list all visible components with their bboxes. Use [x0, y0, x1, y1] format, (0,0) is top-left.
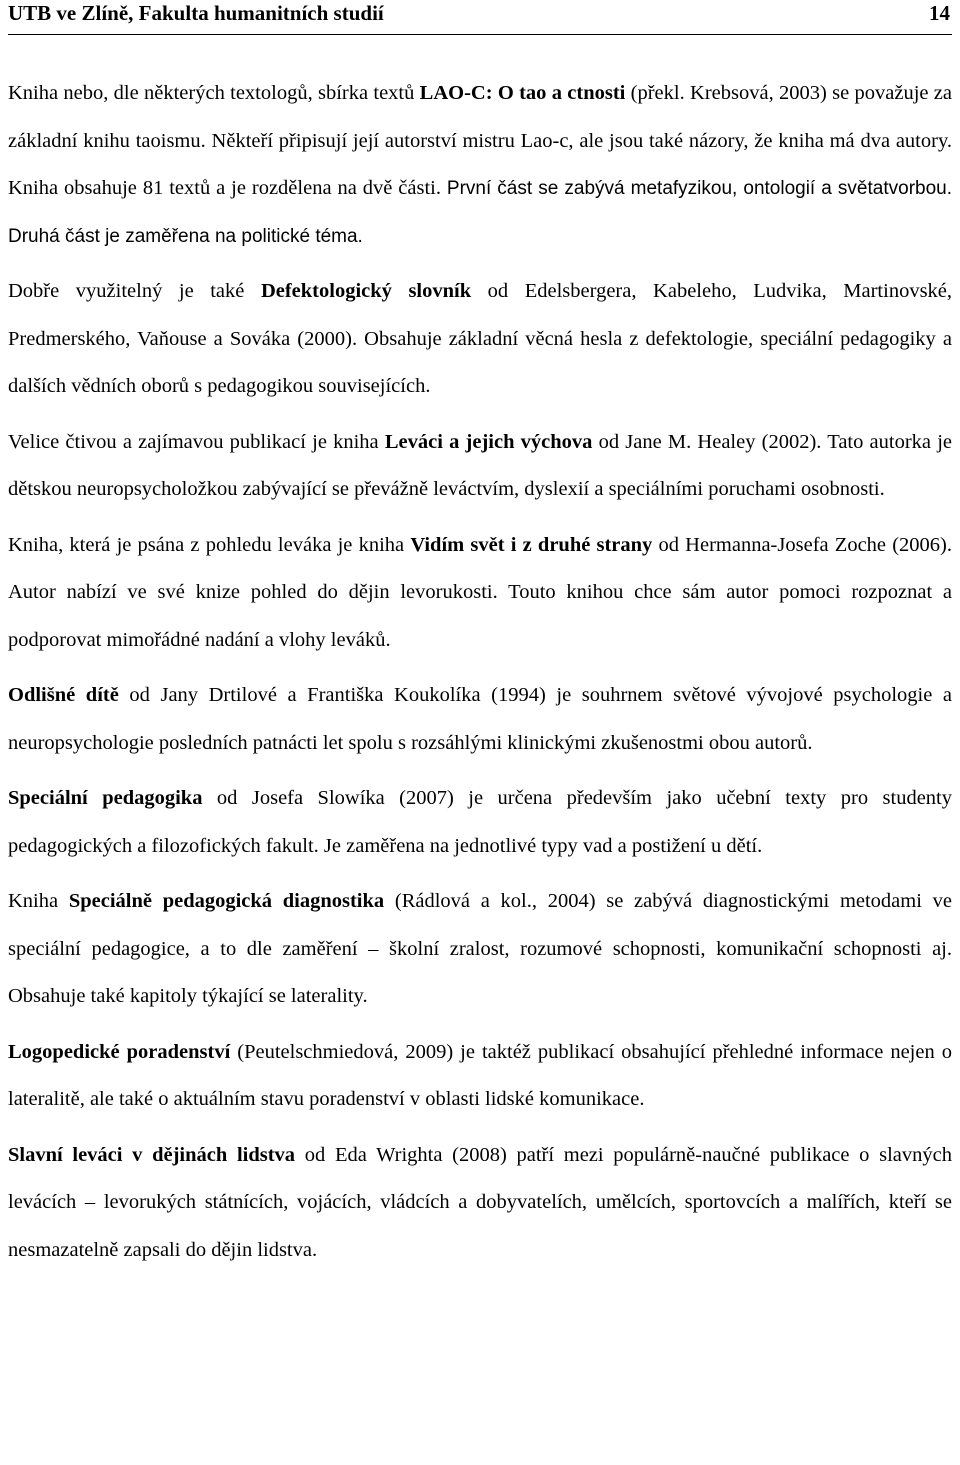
page-header [8, 0, 952, 35]
book-title: Speciálně pedagogická diagnostika [68, 890, 385, 912]
paragraph-levaci-a-jejich-vychova [8, 419, 952, 514]
paragraph-defektologicky-slovnik [8, 268, 952, 411]
paragraph-text: Kniha [8, 890, 69, 912]
book-title: LAO-C: O tao a ctnosti [419, 82, 626, 104]
paragraph-text: od Eda Wrighta (2008) patří mezi populárně-naučné publikace o slavných levácích – levorukých státnících, vojácích, vládcích a dobyvatelích, umělcích, sportovcích a malířích, kteří se nesmazatelně zapsali do dějin lidstva. [8, 1143, 952, 1261]
paragraph-slavni-levaci [8, 1132, 952, 1275]
paragraph-specialni-pedagogika [8, 775, 952, 870]
paragraph-text: od Jany Drtilové a Františka Koukolíka (1994) je souhrnem světové vývojové psychologie a neuropsychologie posledních patnácti let spolu s rozsáhlými klinickými zkušenostmi obou autorů. [8, 684, 952, 754]
book-title: Leváci a jejich výchova [384, 430, 593, 453]
page-number: 14 [929, 1, 950, 25]
paragraph-text: Kniha nebo, dle některých textologů, sbírka textů [8, 82, 420, 104]
book-title: Vidím svět i z druhé strany [410, 533, 653, 556]
paragraph-vidim-svet [8, 522, 952, 665]
paragraph-text: od Jane M. Healey (2002). Tato autorka je dětskou neuropsycholožkou zabývající se převážně leváctvím, dyslexií a speciálními poruchami osobnosti. [8, 430, 952, 500]
paragraph-text: od Josefa Slowíka (2007) je určena především jako učební texty pro studenty pedagogických a filozofických fakult. Je zaměřena na jednotlivé typy vad a postižení u dětí. [8, 787, 952, 857]
book-title: Slavní leváci v dějinách lidstva [8, 1143, 296, 1166]
paragraph-text: První část se zabývá metafyzikou, ontologií a světatvorbou. Druhá část je zaměřena na politické téma. [8, 178, 952, 247]
paragraph-text: (Peutelschmiedová, 2009) je taktéž publikací obsahující přehledné informace nejen o lateralitě, ale také o aktuálním stavu poradenství v oblasti lidské komunikace. [8, 1040, 952, 1110]
book-title: Speciální pedagogika [8, 787, 203, 809]
book-title: Defektologický slovník [260, 280, 472, 302]
paragraph-text: od Hermanna-Josefa Zoche (2006). Autor nabízí ve své knize pohled do dějin levorukosti. Touto knihou chce sám autor pomoci rozpoznat a podporovat mimořádné nadání a vlohy leváků. [8, 533, 952, 651]
paragraph-text: Kniha, která je psána z pohledu leváka je kniha [8, 533, 411, 556]
paragraph-text: Dobře využitelný je také [8, 280, 261, 302]
book-title: Logopedické poradenství [8, 1040, 231, 1063]
paragraph-logopedicke-poradenstvi [8, 1029, 952, 1124]
book-title: Odlišné dítě [8, 684, 119, 706]
paragraph-text: (Rádlová a kol., 2004) se zabývá diagnostickými metodami ve speciální pedagogice, a to dle zaměření – školní zralost, rozumové schopnosti, komunikační schopnosti aj. Obsahuje také kapitoly týkající se laterality. [8, 890, 952, 1007]
paragraph-odlisne-dite [8, 672, 952, 767]
paragraph-diagnostika [8, 878, 952, 1021]
document-body [8, 70, 952, 1282]
paragraph-lao-c [8, 70, 952, 260]
paragraph-text: Velice čtivou a zajímavou publikací je kniha [8, 430, 385, 453]
paragraph-text: (překl. Krebsová, 2003) se považuje za základní knihu taoismu. Někteří připisují její autorství mistru Lao-c, ale jsou také názory, že kniha má dva autory. Kniha obsahuje 81 textů a je rozdělena na dvě části. [8, 82, 952, 199]
paragraph-text: od Edelsbergera, Kabeleho, Ludvika, Martinovské, Predmerského, Vaňouse a Sováka (2000). Obsahuje základní věcná hesla z defektologie, speciální pedagogiky a dalších vědních oborů s pedagogikou souvisejících. [8, 280, 953, 397]
header-title: UTB ve Zlíně, Fakulta humanitních studií [8, 1, 384, 25]
